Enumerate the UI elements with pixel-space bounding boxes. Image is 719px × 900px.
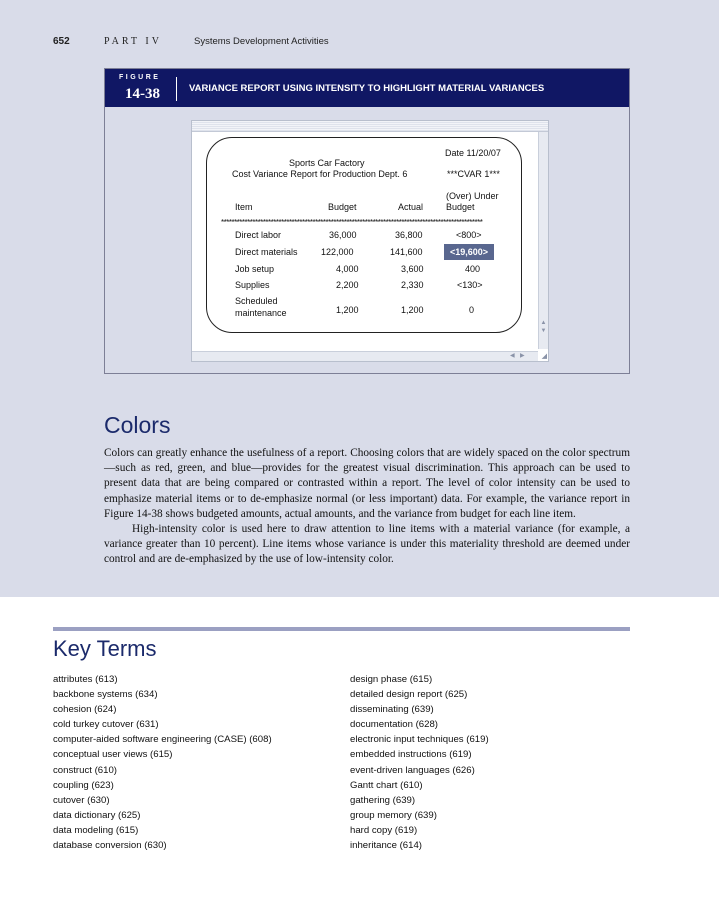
figure-title-bar — [105, 69, 629, 107]
row-actual: 141,600 — [390, 247, 423, 257]
row-budget: 2,200 — [336, 280, 359, 290]
row-actual: 2,330 — [401, 280, 424, 290]
resize-grip-icon[interactable]: ◢ — [541, 353, 547, 360]
figure-divider — [176, 77, 177, 101]
highlighted-variance: <19,600> — [444, 244, 494, 260]
header-item: Item — [235, 202, 253, 212]
key-term: Gantt chart (610) — [350, 779, 423, 791]
key-terms-heading: Key Terms — [53, 636, 157, 661]
figure-title: VARIANCE REPORT USING INTENSITY TO HIGHLIGHT MATERIAL VARIANCES — [189, 83, 545, 94]
key-term: disseminating (639) — [350, 704, 434, 716]
key-term: detailed design report (625) — [350, 689, 468, 701]
row-budget: 122,000 — [321, 247, 354, 257]
key-term: computer-aided software engineering (CASE) (608) — [53, 734, 272, 746]
row-item: Direct materials — [235, 247, 298, 257]
key-terms-left-column — [53, 672, 272, 853]
scroll-right-icon[interactable]: ▶ — [520, 353, 525, 359]
header-variance-line2: Budget — [446, 202, 475, 212]
row-item: Direct labor — [235, 230, 282, 240]
variance-report — [206, 137, 522, 333]
asterisk-divider: **************************************************************************************************** — [221, 218, 483, 227]
scroll-up-icon[interactable]: ▲ — [540, 320, 547, 326]
key-term: design phase (615) — [350, 674, 433, 685]
header-actual: Actual — [398, 202, 424, 212]
vertical-scrollbar[interactable] — [538, 132, 548, 349]
row-budget: 1,200 — [336, 305, 359, 315]
row-budget: 4,000 — [336, 264, 359, 274]
key-term: group memory (639) — [350, 809, 437, 821]
key-term: inheritance (614) — [350, 840, 422, 852]
figure-label: FIGURE — [119, 74, 161, 81]
key-terms-right-column — [350, 672, 489, 853]
report-company: Sports Car Factory — [289, 158, 365, 168]
figure-number: 14-38 — [125, 86, 160, 102]
report-window — [191, 120, 549, 362]
key-term: coupling (623) — [53, 779, 114, 791]
row-item: maintenance — [235, 308, 287, 318]
row-variance: <800> — [456, 230, 482, 240]
row-item: Job setup — [235, 264, 275, 274]
key-term: backbone systems (634) — [53, 689, 158, 701]
part-title: Systems Development Activities — [194, 36, 329, 47]
key-term: attributes (613) — [53, 674, 118, 685]
colors-body — [104, 446, 630, 568]
scroll-left-icon[interactable]: ◀ — [510, 353, 515, 359]
row-item: Scheduled — [235, 296, 278, 306]
key-term: electronic input techniques (619) — [350, 734, 489, 746]
page-number: 652 — [53, 36, 70, 47]
key-term: cold turkey cutover (631) — [53, 719, 159, 731]
horizontal-scrollbar[interactable] — [192, 351, 538, 361]
key-term: cutover (630) — [53, 794, 110, 806]
report-code: ***CVAR 1*** — [447, 169, 500, 179]
key-term: construct (610) — [53, 764, 117, 776]
section-rule — [53, 627, 630, 631]
row-budget: 36,000 — [329, 230, 357, 240]
key-term: gathering (639) — [350, 794, 416, 806]
key-term: event-driven languages (626) — [350, 764, 475, 776]
part-label: PART IV — [104, 36, 162, 47]
report-date: Date 11/20/07 — [445, 148, 501, 158]
row-item: Supplies — [235, 280, 270, 290]
figure — [104, 68, 630, 374]
row-actual: 36,800 — [395, 230, 423, 240]
key-term: hard copy (619) — [350, 824, 418, 836]
paragraph: Colors can greatly enhance the usefulness of a report. Choosing colors that are widely spaced on the color spectrum—such as red, green, and blue—provides for the greatest visual discrimination. This approach can be used to present data that are being compared or contrasted within a report. The level of color intensity can be used to emphasize material items or to de-emphasize normal (or less important) data. For example, the variance report in Figure 14-38 shows budgeted amounts, actual amounts, and the variance from budget for each line item. — [104, 447, 630, 520]
row-variance: <130> — [457, 280, 483, 290]
scroll-down-icon[interactable]: ▼ — [540, 328, 547, 334]
row-variance: 400 — [465, 264, 481, 274]
key-term: embedded instructions (619) — [350, 749, 472, 761]
paragraph: High-intensity color is used here to draw attention to line items with a material variance (for example, a variance greater than 10 percent). Line items whose variance is under this materiality threshold are deemed under control and are de-emphasized by the use of low-intensity color. — [104, 523, 630, 566]
window-title-bar — [192, 121, 548, 132]
key-term: database conversion (630) — [53, 840, 167, 852]
row-actual: 3,600 — [401, 264, 424, 274]
key-term: data dictionary (625) — [53, 809, 141, 821]
header-variance-line1: (Over) Under — [446, 191, 499, 201]
key-term: documentation (628) — [350, 719, 438, 731]
colors-heading: Colors — [104, 412, 171, 438]
header-budget: Budget — [328, 202, 357, 212]
key-term: conceptual user views (615) — [53, 749, 173, 761]
row-variance: 0 — [469, 305, 475, 315]
row-actual: 1,200 — [401, 305, 424, 315]
key-term: data modeling (615) — [53, 824, 139, 836]
report-subtitle: Cost Variance Report for Production Dept. 6 — [232, 169, 408, 179]
key-term: cohesion (624) — [53, 704, 117, 716]
